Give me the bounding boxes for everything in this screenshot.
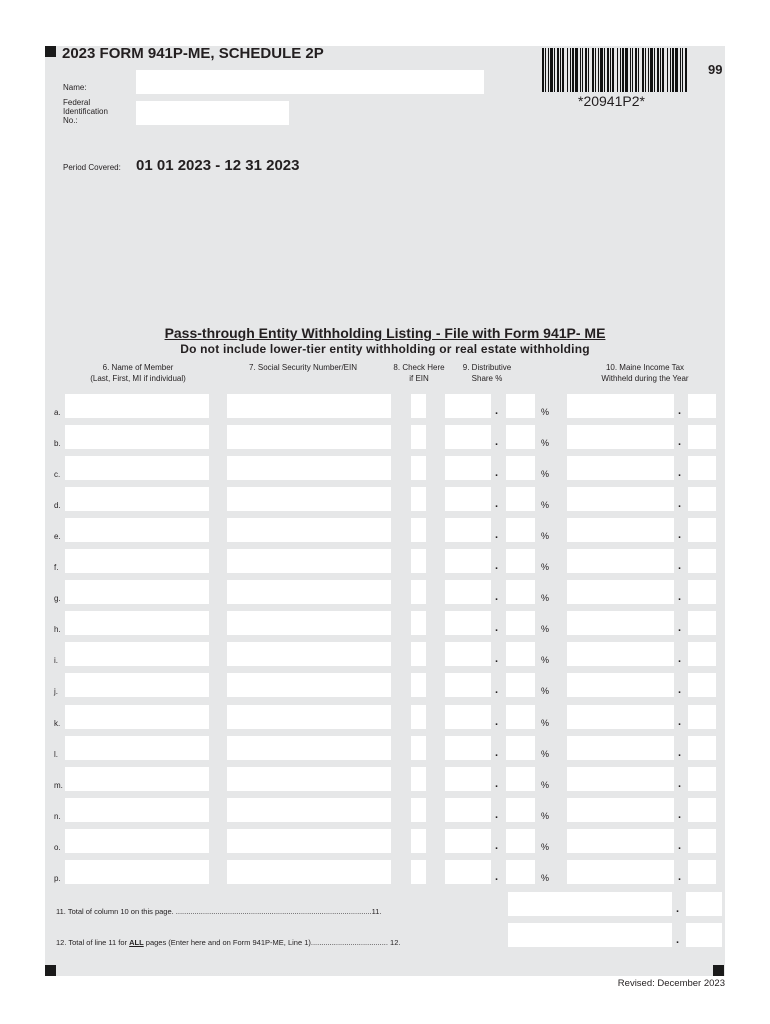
col7-header xyxy=(228,362,378,373)
row-letter: k. xyxy=(54,719,61,728)
member-name-field[interactable] xyxy=(65,425,209,449)
withheld-dollars-field[interactable] xyxy=(567,394,674,418)
ein-checkbox[interactable] xyxy=(411,425,426,449)
withheld-cents-field[interactable] xyxy=(688,860,716,884)
withheld-dollars-field[interactable] xyxy=(567,860,674,884)
percent-sign: % xyxy=(541,873,550,883)
withheld-decimal-point: . xyxy=(678,684,682,696)
row-letter: e. xyxy=(54,532,61,541)
withheld-decimal-point: . xyxy=(678,591,682,603)
share-whole-field[interactable] xyxy=(445,580,491,604)
row-letter: o. xyxy=(54,843,61,852)
member-name-field[interactable] xyxy=(65,549,209,573)
share-decimal-point: . xyxy=(495,684,499,696)
percent-sign: % xyxy=(541,811,550,821)
barcode-text: *20941P2* xyxy=(578,93,645,109)
row-letter: c. xyxy=(54,470,61,479)
withheld-decimal-point: . xyxy=(678,778,682,790)
ssn-ein-field[interactable] xyxy=(227,456,391,480)
total-line12-text-bold: ALL xyxy=(129,938,144,947)
name-label: Name: xyxy=(63,83,87,92)
ssn-ein-field[interactable] xyxy=(227,736,391,760)
share-decimal-point: . xyxy=(495,498,499,510)
share-whole-field[interactable] xyxy=(445,549,491,573)
member-name-field[interactable] xyxy=(65,705,209,729)
withheld-cents-field[interactable] xyxy=(688,549,716,573)
member-name-field[interactable] xyxy=(65,860,209,884)
withheld-decimal-point: . xyxy=(678,436,682,448)
share-whole-field[interactable] xyxy=(445,487,491,511)
row-letter: m. xyxy=(54,781,63,790)
share-decimal-field[interactable] xyxy=(506,673,535,697)
col8-header xyxy=(386,362,452,384)
share-decimal-field[interactable] xyxy=(506,611,535,635)
ssn-ein-field[interactable] xyxy=(227,798,391,822)
ein-checkbox[interactable] xyxy=(411,394,426,418)
barcode-image xyxy=(542,48,688,92)
col8-header-line1: 8. Check Here xyxy=(393,363,445,372)
withheld-dollars-field[interactable] xyxy=(567,425,674,449)
corner-mark-top-left xyxy=(45,46,56,57)
share-decimal-point: . xyxy=(495,809,499,821)
percent-sign: % xyxy=(541,438,550,448)
total-line11-decimal: . xyxy=(676,903,680,915)
withheld-dollars-field[interactable] xyxy=(567,705,674,729)
ein-checkbox[interactable] xyxy=(411,580,426,604)
withheld-decimal-point: . xyxy=(678,529,682,541)
share-decimal-field[interactable] xyxy=(506,767,535,791)
share-decimal-point: . xyxy=(495,622,499,634)
withheld-cents-field[interactable] xyxy=(688,829,716,853)
form-number: 99 xyxy=(708,62,723,77)
share-decimal-field[interactable] xyxy=(506,487,535,511)
share-decimal-point: . xyxy=(495,436,499,448)
total-line12-decimal: . xyxy=(676,934,680,946)
share-decimal-point: . xyxy=(495,591,499,603)
withheld-dollars-field[interactable] xyxy=(567,642,674,666)
col7-header-line1: 7. Social Security Number/EIN xyxy=(248,363,358,372)
ein-checkbox[interactable] xyxy=(411,829,426,853)
member-name-field[interactable] xyxy=(65,736,209,760)
share-whole-field[interactable] xyxy=(445,705,491,729)
ein-checkbox[interactable] xyxy=(411,798,426,822)
withheld-cents-field[interactable] xyxy=(688,736,716,760)
ssn-ein-field[interactable] xyxy=(227,705,391,729)
total-line12-label xyxy=(56,938,400,947)
fein-label-line3: No.: xyxy=(63,116,78,125)
share-decimal-field[interactable] xyxy=(506,549,535,573)
fein-label-line2: Identification xyxy=(63,107,108,116)
ssn-ein-field[interactable] xyxy=(227,425,391,449)
withheld-decimal-point: . xyxy=(678,405,682,417)
ssn-ein-field[interactable] xyxy=(227,487,391,511)
share-decimal-field[interactable] xyxy=(506,705,535,729)
ein-checkbox[interactable] xyxy=(411,518,426,542)
period-value: 01 01 2023 - 12 31 2023 xyxy=(136,157,300,174)
row-letter: j. xyxy=(54,687,58,696)
withheld-dollars-field[interactable] xyxy=(567,611,674,635)
name-field[interactable] xyxy=(136,70,484,94)
withheld-dollars-field[interactable] xyxy=(567,829,674,853)
ein-checkbox[interactable] xyxy=(411,487,426,511)
ein-checkbox[interactable] xyxy=(411,611,426,635)
withheld-decimal-point: . xyxy=(678,716,682,728)
listing-heading: Pass-through Entity Withholding Listing - File with Form 941P- ME xyxy=(164,325,606,341)
revised-date: Revised: December 2023 xyxy=(617,978,725,989)
fein-field[interactable] xyxy=(136,101,289,125)
withheld-decimal-point: . xyxy=(678,653,682,665)
withheld-dollars-field[interactable] xyxy=(567,518,674,542)
ssn-ein-field[interactable] xyxy=(227,642,391,666)
ssn-ein-field[interactable] xyxy=(227,518,391,542)
total-line12-dollars[interactable] xyxy=(508,923,672,947)
percent-sign: % xyxy=(541,749,550,759)
share-decimal-field[interactable] xyxy=(506,580,535,604)
member-name-field[interactable] xyxy=(65,580,209,604)
ssn-ein-field[interactable] xyxy=(227,580,391,604)
col9-header-line1: 9. Distributive xyxy=(462,363,512,372)
share-decimal-field[interactable] xyxy=(506,425,535,449)
row-letter: f. xyxy=(54,563,59,572)
form-title: 2023 FORM 941P-ME, SCHEDULE 2P xyxy=(62,45,324,62)
col9-header xyxy=(454,362,520,384)
row-letter: b. xyxy=(54,439,61,448)
member-name-field[interactable] xyxy=(65,487,209,511)
ein-checkbox[interactable] xyxy=(411,767,426,791)
percent-sign: % xyxy=(541,624,550,634)
member-name-field[interactable] xyxy=(65,798,209,822)
share-decimal-field[interactable] xyxy=(506,860,535,884)
row-letter: h. xyxy=(54,625,61,634)
ein-checkbox[interactable] xyxy=(411,673,426,697)
share-whole-field[interactable] xyxy=(445,394,491,418)
withheld-decimal-point: . xyxy=(678,622,682,634)
col10-header-line1: 10. Maine Income Tax xyxy=(605,363,685,372)
row-letter: g. xyxy=(54,594,61,603)
share-decimal-field[interactable] xyxy=(506,518,535,542)
share-decimal-field[interactable] xyxy=(506,456,535,480)
share-whole-field[interactable] xyxy=(445,767,491,791)
total-line11-dollars[interactable] xyxy=(508,892,672,916)
member-name-field[interactable] xyxy=(65,456,209,480)
share-decimal-field[interactable] xyxy=(506,798,535,822)
share-decimal-field[interactable] xyxy=(506,394,535,418)
member-name-field[interactable] xyxy=(65,829,209,853)
share-whole-field[interactable] xyxy=(445,829,491,853)
withheld-cents-field[interactable] xyxy=(688,798,716,822)
share-decimal-field[interactable] xyxy=(506,642,535,666)
row-letter: p. xyxy=(54,874,61,883)
withheld-dollars-field[interactable] xyxy=(567,673,674,697)
withheld-dollars-field[interactable] xyxy=(567,798,674,822)
total-line11-label: 11. Total of column 10 on this page. ..............................................................................................11. xyxy=(56,907,382,916)
share-whole-field[interactable] xyxy=(445,611,491,635)
share-decimal-point: . xyxy=(495,405,499,417)
withheld-cents-field[interactable] xyxy=(688,425,716,449)
withheld-decimal-point: . xyxy=(678,747,682,759)
col6-header xyxy=(66,362,210,384)
ssn-ein-field[interactable] xyxy=(227,611,391,635)
withheld-decimal-point: . xyxy=(678,467,682,479)
percent-sign: % xyxy=(541,531,550,541)
share-whole-field[interactable] xyxy=(445,798,491,822)
listing-subheading: Do not include lower-tier entity withholding or real estate withholding xyxy=(180,342,590,356)
corner-mark-bottom-left xyxy=(45,965,56,976)
share-whole-field[interactable] xyxy=(445,860,491,884)
row-letter: i. xyxy=(54,656,58,665)
withheld-cents-field[interactable] xyxy=(688,611,716,635)
member-name-field[interactable] xyxy=(65,394,209,418)
percent-sign: % xyxy=(541,562,550,572)
share-decimal-point: . xyxy=(495,747,499,759)
total-line12-text-b: pages (Enter here and on Form 941P-ME, Line 1)..................................... 12. xyxy=(143,938,401,947)
share-decimal-point: . xyxy=(495,560,499,572)
percent-sign: % xyxy=(541,500,550,510)
percent-sign: % xyxy=(541,469,550,479)
percent-sign: % xyxy=(541,593,550,603)
ssn-ein-field[interactable] xyxy=(227,829,391,853)
ein-checkbox[interactable] xyxy=(411,456,426,480)
ein-checkbox[interactable] xyxy=(411,549,426,573)
share-whole-field[interactable] xyxy=(445,736,491,760)
withheld-dollars-field[interactable] xyxy=(567,487,674,511)
withheld-cents-field[interactable] xyxy=(688,642,716,666)
withheld-dollars-field[interactable] xyxy=(567,549,674,573)
share-whole-field[interactable] xyxy=(445,456,491,480)
member-name-field[interactable] xyxy=(65,611,209,635)
ssn-ein-field[interactable] xyxy=(227,767,391,791)
col6-header-line1: 6. Name of Member xyxy=(102,363,174,372)
col9-header-line2: Share % xyxy=(471,374,503,383)
col10-header-line2: Withheld during the Year xyxy=(601,374,689,383)
member-name-field[interactable] xyxy=(65,518,209,542)
withheld-cents-field[interactable] xyxy=(688,487,716,511)
member-name-field[interactable] xyxy=(65,673,209,697)
period-label: Period Covered: xyxy=(63,163,121,172)
ssn-ein-field[interactable] xyxy=(227,394,391,418)
share-decimal-field[interactable] xyxy=(506,736,535,760)
withheld-dollars-field[interactable] xyxy=(567,767,674,791)
row-letter: n. xyxy=(54,812,61,821)
share-whole-field[interactable] xyxy=(445,642,491,666)
percent-sign: % xyxy=(541,718,550,728)
withheld-dollars-field[interactable] xyxy=(567,456,674,480)
withheld-cents-field[interactable] xyxy=(688,394,716,418)
ein-checkbox[interactable] xyxy=(411,705,426,729)
row-letter: d. xyxy=(54,501,61,510)
member-name-field[interactable] xyxy=(65,767,209,791)
share-decimal-field[interactable] xyxy=(506,829,535,853)
share-whole-field[interactable] xyxy=(445,425,491,449)
share-whole-field[interactable] xyxy=(445,518,491,542)
ssn-ein-field[interactable] xyxy=(227,860,391,884)
col8-header-line2: if EIN xyxy=(409,374,429,383)
ein-checkbox[interactable] xyxy=(411,736,426,760)
share-decimal-point: . xyxy=(495,529,499,541)
total-line12-cents[interactable] xyxy=(686,923,722,947)
share-decimal-point: . xyxy=(495,653,499,665)
withheld-cents-field[interactable] xyxy=(688,580,716,604)
row-letter: l. xyxy=(54,750,58,759)
share-whole-field[interactable] xyxy=(445,673,491,697)
percent-sign: % xyxy=(541,780,550,790)
percent-sign: % xyxy=(541,407,550,417)
percent-sign: % xyxy=(541,655,550,665)
withheld-decimal-point: . xyxy=(678,809,682,821)
withheld-cents-field[interactable] xyxy=(688,456,716,480)
share-decimal-point: . xyxy=(495,467,499,479)
withheld-cents-field[interactable] xyxy=(688,705,716,729)
ein-checkbox[interactable] xyxy=(411,642,426,666)
row-letter: a. xyxy=(54,408,61,417)
percent-sign: % xyxy=(541,842,550,852)
share-decimal-point: . xyxy=(495,778,499,790)
fein-label-line1: Federal xyxy=(63,98,91,107)
withheld-decimal-point: . xyxy=(678,498,682,510)
ein-checkbox[interactable] xyxy=(411,860,426,884)
ssn-ein-field[interactable] xyxy=(227,549,391,573)
withheld-decimal-point: . xyxy=(678,871,682,883)
total-line11-cents[interactable] xyxy=(686,892,722,916)
col6-header-line2: (Last, First, MI if individual) xyxy=(90,374,186,383)
share-decimal-point: . xyxy=(495,716,499,728)
total-line12-text-a: 12. Total of line 11 for xyxy=(56,938,130,947)
ssn-ein-field[interactable] xyxy=(227,673,391,697)
withheld-cents-field[interactable] xyxy=(688,518,716,542)
corner-mark-bottom-right xyxy=(713,965,724,976)
share-decimal-point: . xyxy=(495,871,499,883)
share-decimal-point: . xyxy=(495,840,499,852)
withheld-cents-field[interactable] xyxy=(688,767,716,791)
col10-header xyxy=(580,362,710,384)
withheld-cents-field[interactable] xyxy=(688,673,716,697)
withheld-decimal-point: . xyxy=(678,840,682,852)
withheld-decimal-point: . xyxy=(678,560,682,572)
percent-sign: % xyxy=(541,686,550,696)
withheld-dollars-field[interactable] xyxy=(567,736,674,760)
member-name-field[interactable] xyxy=(65,642,209,666)
withheld-dollars-field[interactable] xyxy=(567,580,674,604)
